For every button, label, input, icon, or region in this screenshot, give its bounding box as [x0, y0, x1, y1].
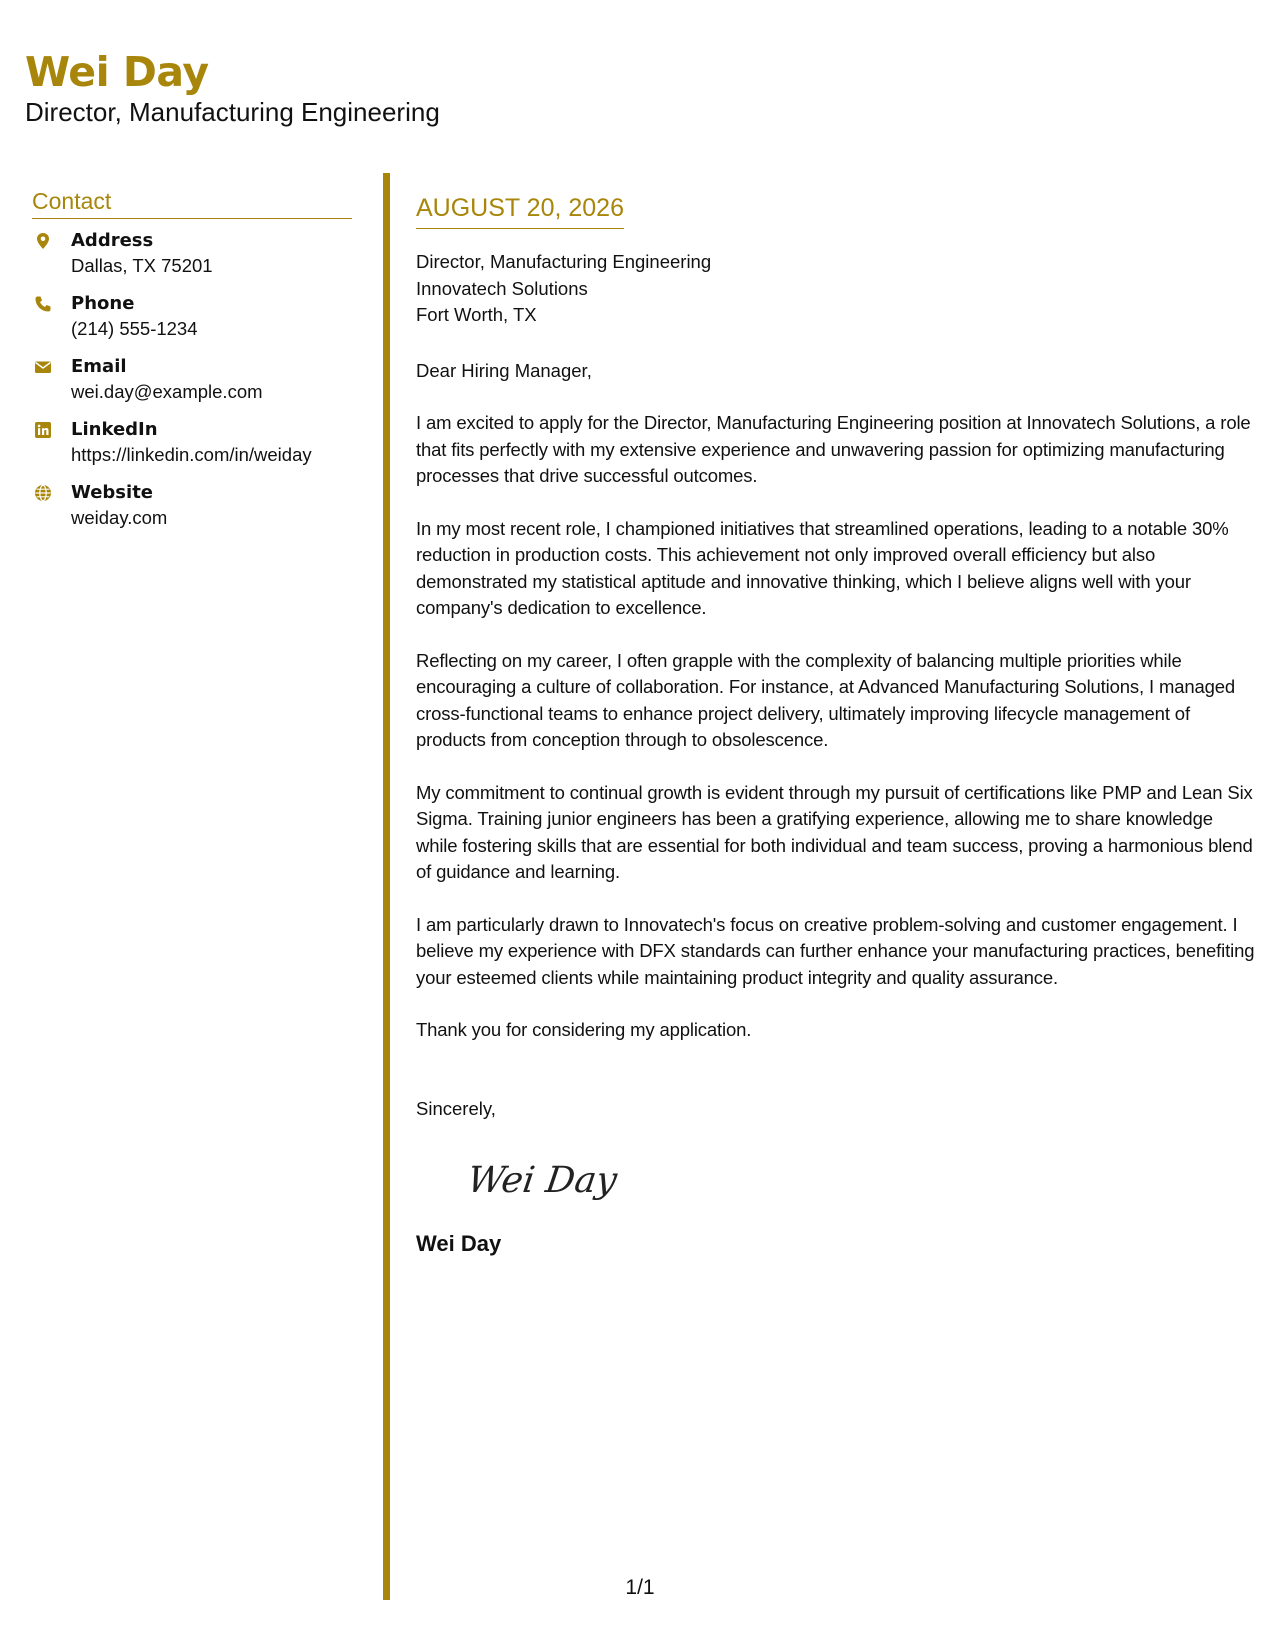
- envelope-icon: [34, 358, 52, 376]
- phone-value: (214) 555-1234: [71, 318, 198, 339]
- contact-label: Website: [71, 482, 154, 503]
- letter-body: [416, 192, 1256, 1258]
- contact-heading: Contact: [32, 186, 352, 219]
- signature-text: Wei Day: [468, 1158, 620, 1201]
- contact-label: LinkedIn: [71, 419, 158, 440]
- letter-paragraph: Thank you for considering my application.: [416, 1019, 752, 1040]
- contact-item-address: [32, 229, 352, 292]
- linkedin-icon: [34, 421, 52, 439]
- contact-sidebar: [32, 186, 352, 544]
- contact-label: Phone: [71, 293, 135, 314]
- email-value[interactable]: wei.day@example.com: [71, 381, 263, 402]
- contact-label: Address: [71, 230, 154, 251]
- map-pin-icon: [34, 232, 52, 250]
- salutation: Dear Hiring Manager,: [416, 359, 592, 381]
- page-number: 1/1: [625, 1576, 655, 1599]
- letter-date: AUGUST 20, 2026: [416, 192, 624, 229]
- address-value: Dallas, TX 75201: [71, 255, 213, 276]
- applicant-title: Director, Manufacturing Engineering: [25, 97, 440, 127]
- resume-header: [25, 48, 440, 128]
- signature-image: [468, 1150, 1256, 1210]
- contact-item-email: [32, 355, 352, 418]
- signer-name: Wei Day: [416, 1231, 502, 1256]
- column-divider: [383, 173, 390, 1600]
- contact-item-phone: [32, 292, 352, 355]
- applicant-name: Wei Day: [25, 48, 209, 96]
- letter-paragraph: I am particularly drawn to Innovatech's focus on creative problem-solving and customer engagement. I believe my experience with DFX standards can further enhance your manufacturing practices, benefiting your esteemed clients while maintaining product integrity and quality assurance.: [416, 913, 1255, 988]
- linkedin-value[interactable]: https://linkedin.com/in/weiday: [71, 444, 312, 465]
- contact-item-linkedin: [32, 418, 352, 481]
- letter-paragraph: I am excited to apply for the Director, Manufacturing Engineering position at Innovatech Solutions, a role that fits perfectly with my extensive experience and unwavering passion for optimizing manufacturing processes that drive successful outcomes.: [416, 412, 1251, 486]
- recipient-line: Fort Worth, TX: [416, 304, 537, 325]
- contact-label: Email: [71, 356, 127, 377]
- letter-paragraph: My commitment to continual growth is evident through my pursuit of certifications like PMP and Lean Six Sigma. Training junior engineers has been a gratifying experience, allowing me to share knowledge while fostering skills that are essential for both individual and team success, proving a harmonious blend of guidance and learning.: [416, 781, 1253, 882]
- recipient-line: Director, Manufacturing Engineering: [416, 251, 712, 272]
- globe-icon: [34, 484, 52, 502]
- recipient-line: Innovatech Solutions: [416, 277, 588, 299]
- phone-icon: [34, 295, 52, 313]
- recipient-block: [416, 249, 1256, 329]
- closing: Sincerely,: [416, 1097, 496, 1119]
- letter-paragraph: Reflecting on my career, I often grapple with the complexity of balancing multiple priorities while encouraging a culture of collaboration. For instance, at Advanced Manufacturing Solutions, I managed cross-functional teams to enhance project delivery, ultimately improving lifecycle management of products from conception through to obsolescence.: [416, 649, 1236, 750]
- website-value[interactable]: weiday.com: [71, 507, 168, 528]
- contact-item-website: [32, 481, 352, 544]
- contact-list: [32, 229, 352, 544]
- letter-paragraph: In my most recent role, I championed initiatives that streamlined operations, leading to a notable 30% reduction in production costs. This achievement not only improved overall efficiency but also demonstrated my statistical aptitude and innovative thinking, which I believe aligns well with your company's dedication to excellence.: [416, 517, 1229, 618]
